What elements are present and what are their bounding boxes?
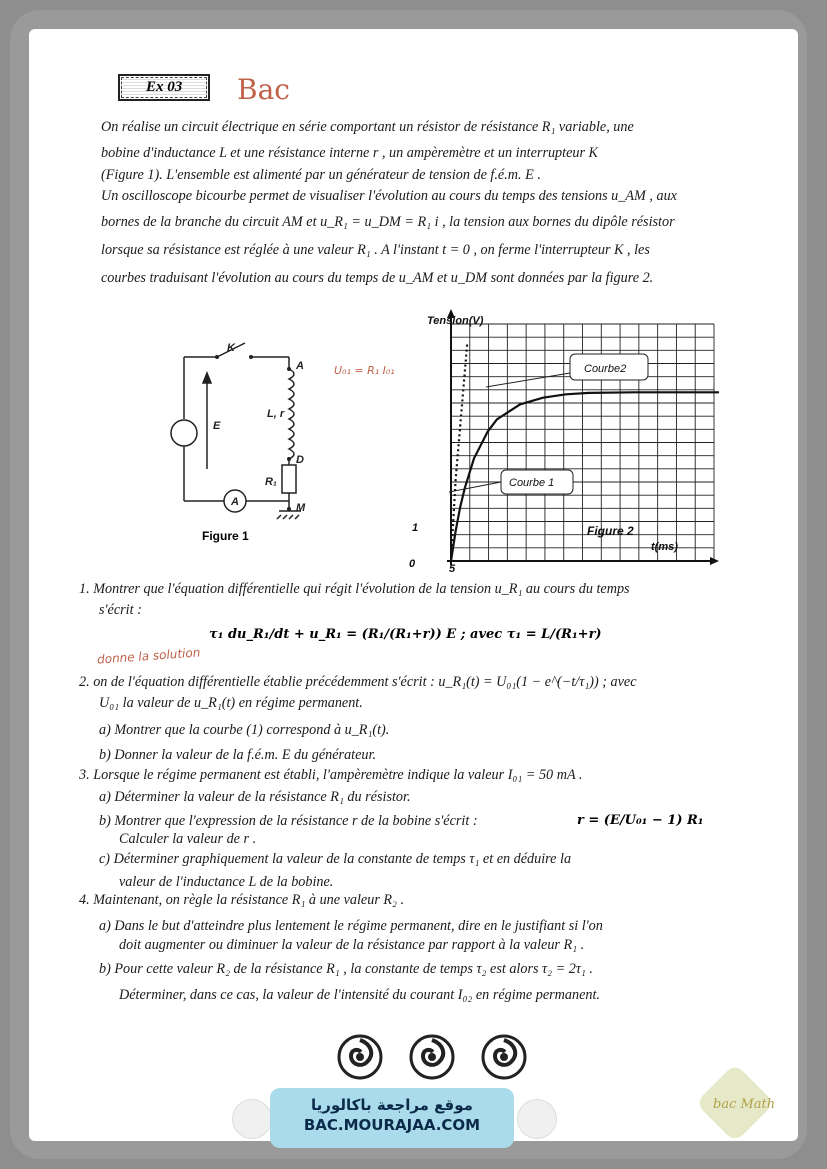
x-axis-arrow [710, 557, 719, 565]
question-1-continued: s'écrit : [99, 602, 142, 618]
question-2: 2. on de l'équation différentielle établie précédemment s'écrit : u_R₁(t) = U₀₁(1 − e^(−t/τ₁)) ; avec [79, 674, 637, 690]
chart-x-title: t(ms) [651, 541, 678, 553]
courbe1-point [487, 431, 489, 433]
footer-arabic-title: موقع مراجعة باكالوريا [311, 1096, 473, 1114]
question-4: 4. Maintenant, on règle la résistance R₁ à une valeur R₂ . [79, 892, 405, 908]
handwritten-u01-note: U₀₁ = R₁ I₀₁ [334, 364, 395, 377]
courbe2-line [451, 345, 467, 561]
differential-equation: τ₁ du_R₁/dt + u_R₁ = (R₁/(R₁+r)) E ; avec τ₁ = L/(R₁+r) [209, 627, 602, 642]
bac-math-logo: bac Math [713, 1097, 776, 1112]
emf-label: E [213, 420, 221, 432]
courbe2-point [453, 520, 455, 522]
courbe1-point [455, 531, 457, 533]
courbe1-point [680, 392, 682, 394]
question-2b: b) Donner la valeur de la f.é.m. E du générateur. [99, 747, 376, 763]
footer-site-link[interactable]: BAC.MOURAJAA.COM [303, 1116, 481, 1134]
intro-line-2: bobine d'inductance L et une résistance interne r , un ampèremètre et un interrupteur K [101, 145, 599, 161]
intro-line-5: bornes de la branche du circuit AM et u_R₁ = u_DM = R₁ i , la tension aux bornes du dipôle résistor [101, 214, 675, 230]
exercise-label: Ex 03 [121, 77, 207, 98]
ornament-icon-right [481, 1034, 527, 1080]
courbe1-point [459, 506, 461, 508]
courbe1-point [542, 397, 544, 399]
courbe1-point [565, 394, 567, 396]
ornament-icon-center [409, 1034, 455, 1080]
courbe2-point [466, 344, 468, 346]
coil-label: L, r [267, 408, 285, 420]
chart-axes [447, 309, 719, 565]
site-logo-icon-right [517, 1099, 557, 1139]
courbe2-point [450, 560, 452, 562]
ornament-icon-left [337, 1034, 383, 1080]
question-3a: a) Déterminer la valeur de la résistance R₁ du résistor. [99, 789, 411, 805]
document-page [29, 29, 798, 1141]
chart-y-title: Tension(V) [427, 315, 484, 327]
courbe1-pointer [449, 482, 501, 492]
intro-line-1: On réalise un circuit électrique en série comportant un résistor de résistance R₁ variable, une [101, 119, 634, 135]
courbe1-point [519, 404, 521, 406]
courbe1-point [634, 392, 636, 394]
tension-chart [379, 309, 719, 579]
resistance-formula: r = (E/U₀₁ − 1) R₁ [577, 813, 704, 828]
question-3c-continued: valeur de l'inductance L de la bobine. [119, 874, 334, 890]
node-label-d: D [296, 454, 304, 466]
courbe1-point [473, 458, 475, 460]
node-label-m: M [296, 502, 306, 514]
handwritten-solution-note: donne la solution [96, 645, 201, 667]
question-4a: a) Dans le but d'atteindre plus lentement le régime permanent, dire en le justifiant si l'on [99, 918, 603, 934]
switch-label-k: K [227, 342, 235, 354]
node-label-a: A [296, 360, 304, 372]
intro-line-6: lorsque sa résistance est réglée à une valeur R₁ . A l'instant t = 0 , on ferme l'interrupteur K , les [101, 242, 650, 258]
courbe2-point [459, 425, 461, 427]
exercise-label-box [118, 74, 210, 101]
circuit-diagram [159, 339, 329, 559]
site-logo-icon-left [232, 1099, 272, 1139]
ammeter-label: A [231, 496, 239, 508]
courbe1-line [451, 392, 719, 561]
intro-line-4: Un oscilloscope bicourbe permet de visualiser l'évolution au cours du temps des tensions u_AM , aux [101, 188, 677, 204]
question-1: 1. Montrer que l'équation différentielle qui régit l'évolution de la tension u_R₁ au cours du temps [79, 581, 630, 597]
courbe1-label: Courbe 1 [509, 477, 555, 489]
resistor-label: R₁ [265, 476, 277, 488]
courbe2-point [455, 479, 457, 481]
handwritten-bac-tag: Bac [237, 73, 290, 106]
question-4b-continued: Déterminer, dans ce cas, la valeur de l'intensité du courant I₀₂ en régime permanent. [119, 987, 600, 1003]
question-2a: a) Montrer que la courbe (1) correspond à u_R₁(t). [99, 722, 390, 738]
figure1-caption: Figure 1 [202, 529, 249, 543]
courbe1-point [588, 392, 590, 394]
question-3b: b) Montrer que l'expression de la résistance r de la bobine s'écrit : [99, 813, 478, 829]
courbe2-pointer [486, 373, 570, 387]
question-2-continued: U₀₁ la valeur de u_R₁(t) en régime permanent. [99, 695, 363, 711]
courbe1-point [496, 419, 498, 421]
intro-line-7: courbes traduisant l'évolution au cours du temps de u_AM et u_DM sont données par la figure 2. [101, 270, 654, 286]
intro-line-3: (Figure 1). L'ensemble est alimenté par un générateur de tension de f.é.m. E . [101, 167, 541, 183]
figure2-caption: Figure 2 [587, 524, 634, 538]
chart-x-tick-label: 5 [449, 563, 456, 575]
footer-banner[interactable] [270, 1088, 514, 1148]
question-3b-continued: Calculer la valeur de r . [119, 831, 257, 847]
question-3: 3. Lorsque le régime permanent est établi, l'ampèremètre indique la valeur I₀₁ = 50 mA . [79, 767, 583, 783]
question-3c: c) Déterminer graphiquement la valeur de la constante de temps τ₁ et en déduire la [99, 851, 572, 867]
question-4a-continued: doit augmenter ou diminuer la valeur de la résistance par rapport à la valeur R₁ . [119, 937, 585, 953]
chart-y-tick-label: 1 [412, 522, 419, 534]
chart-origin-label: 0 [409, 558, 416, 570]
courbe2-label: Courbe2 [584, 363, 627, 375]
question-4b: b) Pour cette valeur R₂ de la résistance R₁ , la constante de temps τ₂ est alors τ₂ = 2τ₁ . [99, 961, 593, 977]
